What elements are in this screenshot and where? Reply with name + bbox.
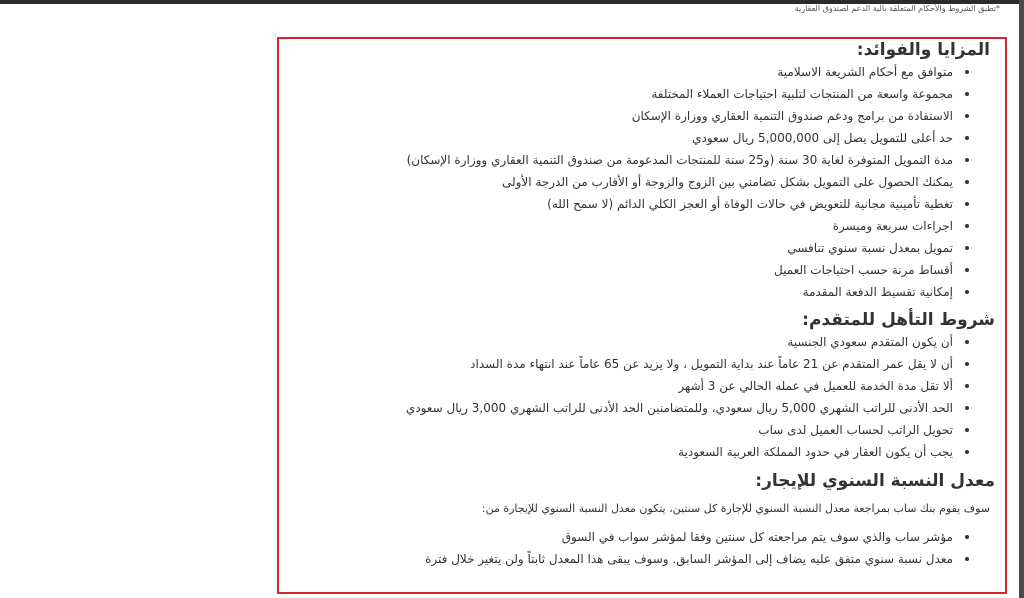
list-item: مدة التمويل المتوفرة لغاية 30 سنة (و25 سنة للمنتجات المدعومة من صندوق التنمية العقاري ووزارة الإسكان) <box>279 149 990 171</box>
eligibility-title: شروط التأهل للمتقدم: <box>802 310 995 330</box>
rate-list <box>279 526 990 570</box>
list-item: ألا تقل مدة الخدمة للعميل في عمله الحالي عن 3 أشهر <box>279 375 990 397</box>
list-item: مؤشر ساب والذي سوف يتم مراجعته كل سنتين وفقا لمؤشر سواب في السوق <box>279 526 990 548</box>
list-item: أن يكون المتقدم سعودي الجنسية <box>279 331 990 353</box>
list-item: مجموعة واسعة من المنتجات لتلبية احتياجات العملاء المختلفة <box>279 83 990 105</box>
list-item: أقساط مرنة حسب احتياجات العميل <box>279 259 990 281</box>
rate-title: معدل النسبة السنوي للإيجار: <box>755 471 995 491</box>
list-item: تحويل الراتب لحساب العميل لدى ساب <box>279 419 990 441</box>
rate-section <box>279 470 995 570</box>
right-edge-bar <box>1019 0 1024 598</box>
list-item: الاستفادة من برامج ودعم صندوق التنمية العقاري ووزارة الإسكان <box>279 105 990 127</box>
list-item: متوافق مع أحكام الشريعة الاسلامية <box>279 61 990 83</box>
list-item: يجب أن يكون العقار في حدود المملكة العربية السعودية <box>279 441 990 463</box>
content-panel <box>277 37 1007 594</box>
benefits-section <box>279 39 990 303</box>
list-item: الحد الأدنى للراتب الشهري 5,000 ريال سعودي، وللمتضامنين الحد الأدنى للراتب الشهري 3,000 ريال سعودي <box>279 397 990 419</box>
benefits-title: المزايا والفوائد: <box>856 40 990 60</box>
list-item: حد أعلى للتمويل يصل إلى 5,000,000 ريال سعودي <box>279 127 990 149</box>
list-item: يمكنك الحصول على التمويل بشكل تضامني بين الزوج والزوجة أو الأقارب من الدرجة الأولى <box>279 171 990 193</box>
eligibility-section <box>279 309 995 463</box>
list-item: تغطية تأمينية مجانية للتعويض في حالات الوفاة أو العجز الكلي الدائم (لا سمح الله) <box>279 193 990 215</box>
footnote: *تطبق الشروط والأحكام المتعلقة بالية الدعم لصندوق العقارية <box>794 4 1000 13</box>
list-item: إمكانية تقسيط الدفعة المقدمة <box>279 281 990 303</box>
list-item: اجراءات سريعة وميسرة <box>279 215 990 237</box>
benefits-list <box>279 61 990 303</box>
list-item: معدل نسبة سنوي متفق عليه يضاف إلى المؤشر السابق. وسوف يبقى هذا المعدل ثابتاً ولن يتغير خلال فترة <box>279 548 990 570</box>
list-item: أن لا يقل عمر المتقدم عن 21 عاماً عند بداية التمويل ، ولا يزيد عن 65 عاماً عند انتهاء مدة السداد <box>279 353 990 375</box>
rate-intro: سوف يقوم بنك ساب بمراجعة معدل النسبة السنوي للإجارة كل سنتين، يتكون معدل النسبة السنوي للإيجارة من: <box>481 502 990 515</box>
list-item: تمويل بمعدل نسبة سنوي تنافسي <box>279 237 990 259</box>
eligibility-list <box>279 331 990 463</box>
